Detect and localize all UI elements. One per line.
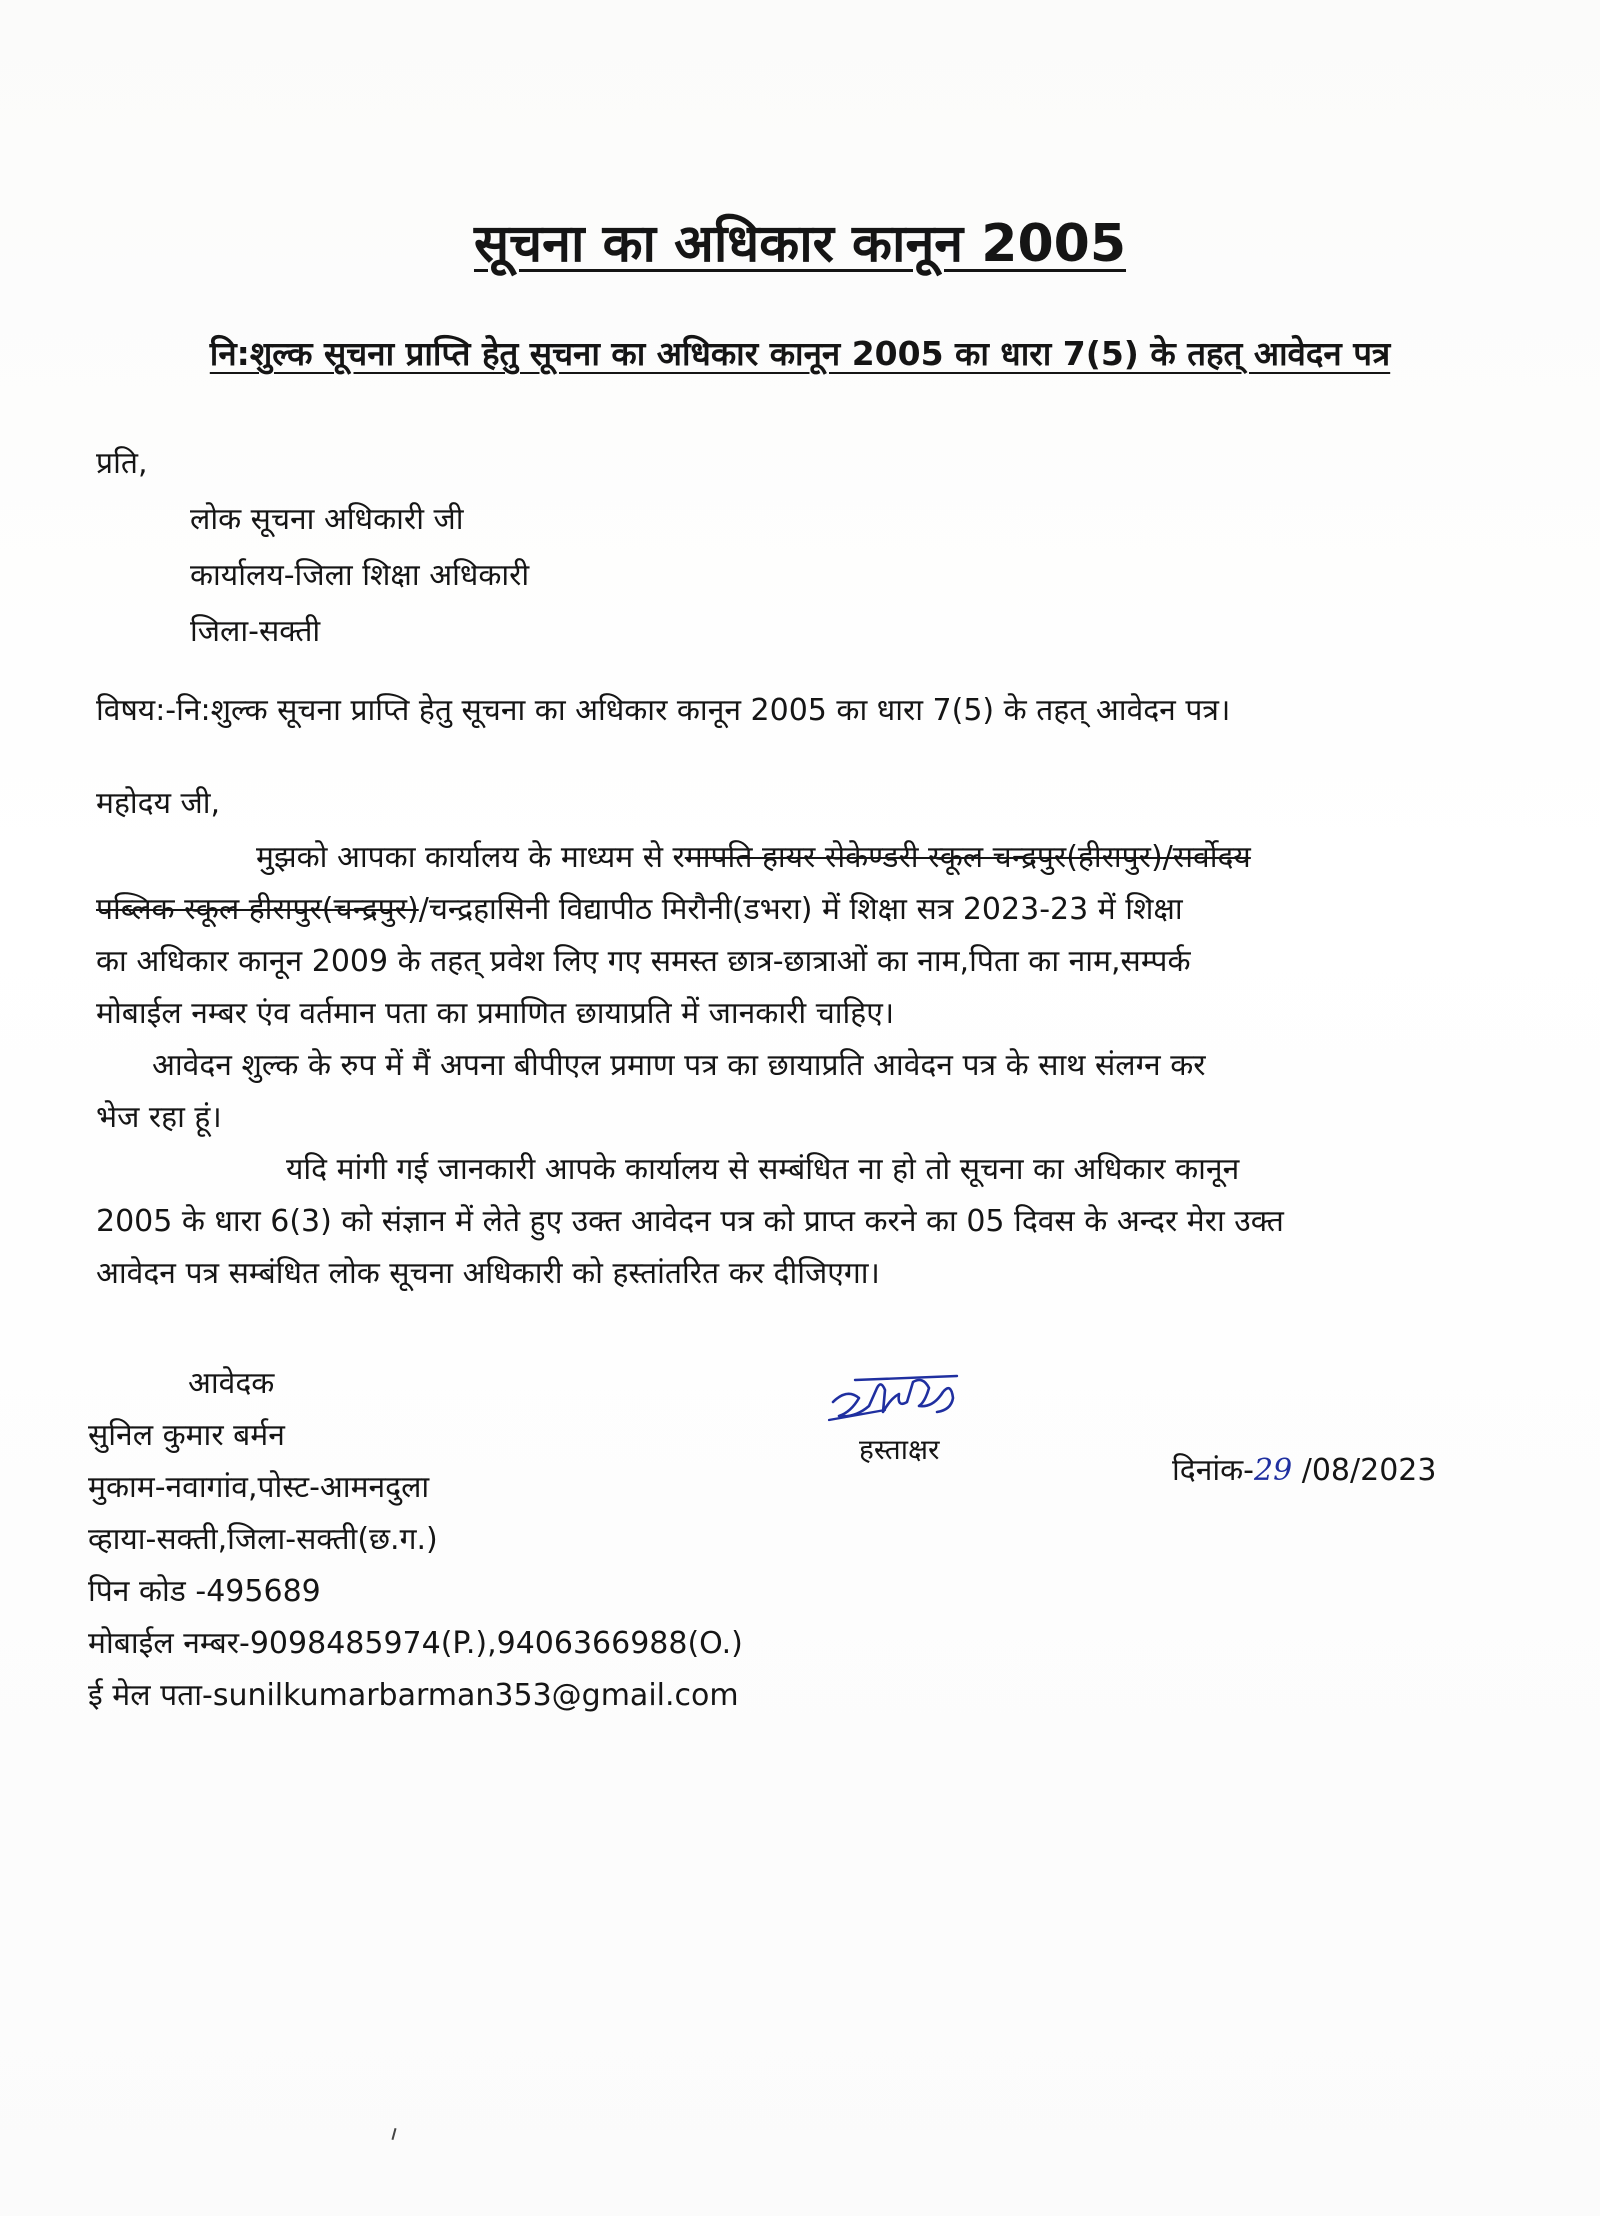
document-subtitle: नि:शुल्क सूचना प्राप्ति हेतु सूचना का अधिकार कानून 2005 का धारा 7(5) के तहत् आवेदन पत्र — [209, 334, 1391, 373]
body-line-3: का अधिकार कानून 2009 के तहत् प्रवेश लिए गए समस्त छात्र-छात्राओं का नाम,पिता का नाम,सम्पर्क — [96, 944, 1191, 979]
body-line-8: 2005 के धारा 6(3) को संज्ञान में लेते हुए उक्त आवेदन पत्र को प्राप्त करने का 05 दिवस के अन्दर मेरा उक्त — [96, 1204, 1284, 1239]
salutation: महोदय जी, — [96, 786, 221, 821]
signature-block — [825, 1368, 1025, 1478]
recipient-line-3: जिला-सक्ती — [190, 614, 321, 649]
body-line-6: भेज रहा हूं। — [96, 1100, 222, 1135]
body-line-9: आवेदन पत्र सम्बंधित लोक सूचना अधिकारी को हस्तांतरित कर दीजिएगा। — [96, 1256, 880, 1291]
body-line-1 — [96, 832, 1536, 884]
stray-pen-mark — [391, 2128, 396, 2140]
date-prefix: दिनांक- — [1172, 1453, 1254, 1488]
subject-line: विषय:-नि:शुल्क सूचना प्राप्ति हेतु सूचना का अधिकार कानून 2005 का धारा 7(5) के तहत् आवेदन पत्र। — [96, 693, 1231, 728]
applicant-address-1: मुकाम-नवागांव,पोस्ट-आमनदुला — [88, 1470, 430, 1505]
applicant-name: सुनिल कुमार बर्मन — [88, 1418, 285, 1453]
date-day-handwritten: 29 — [1254, 1453, 1293, 1488]
recipient-line-1: लोक सूचना अधिकारी जी — [190, 502, 464, 537]
date-rest: /08/2023 — [1301, 1453, 1437, 1488]
date-line — [1172, 1448, 1436, 1489]
body-text: मुझको आपका कार्यालय के माध्यम से र — [256, 840, 685, 875]
signature-label: हस्ताक्षर — [859, 1433, 940, 1466]
body-line-5: आवेदन शुल्क के रुप में मैं अपना बीपीएल प्रमाण पत्र का छायाप्रति आवेदन पत्र के साथ संलग्न कर — [152, 1048, 1206, 1083]
to-label: प्रति, — [96, 446, 148, 481]
body-text: /चन्द्रहासिनी विद्यापीठ मिरौनी(डभरा) में शिक्षा सत्र 2023-23 में शिक्षा — [418, 892, 1183, 927]
struck-text: मापति हायर सेकेण्डरी स्कूल चन्द्रपुर(हीरापुर)/सर्वोदय — [684, 840, 1251, 875]
body-line-4: मोबाईल नम्बर एंव वर्तमान पता का प्रमाणित छायाप्रति में जानकारी चाहिए। — [96, 996, 895, 1031]
struck-text: पब्लिक स्कूल हीरापुर(चन्द्रपुर) — [96, 892, 419, 927]
applicant-mobile: मोबाईल नम्बर-9098485974(P.),9406366988(O.) — [88, 1626, 743, 1661]
body-line-7: यदि मांगी गई जानकारी आपके कार्यालय से सम्बंधित ना हो तो सूचना का अधिकार कानून — [286, 1152, 1240, 1187]
applicant-email: ई मेल पता-sunilkumarbarman353@gmail.com — [88, 1678, 739, 1713]
applicant-label: आवेदक — [188, 1366, 275, 1401]
body-line-2 — [96, 884, 1536, 936]
applicant-address-2: व्हाया-सक्ती,जिला-सक्ती(छ.ग.) — [88, 1522, 438, 1557]
recipient-line-2: कार्यालय-जिला शिक्षा अधिकारी — [190, 558, 530, 593]
letter-body — [96, 832, 1536, 1300]
handwritten-signature — [825, 1368, 985, 1438]
document-title: सूचना का अधिकार कानून 2005 — [473, 214, 1127, 274]
applicant-pin: पिन कोड -495689 — [88, 1574, 321, 1609]
recipient-address — [190, 496, 529, 664]
applicant-details — [88, 1360, 743, 1724]
